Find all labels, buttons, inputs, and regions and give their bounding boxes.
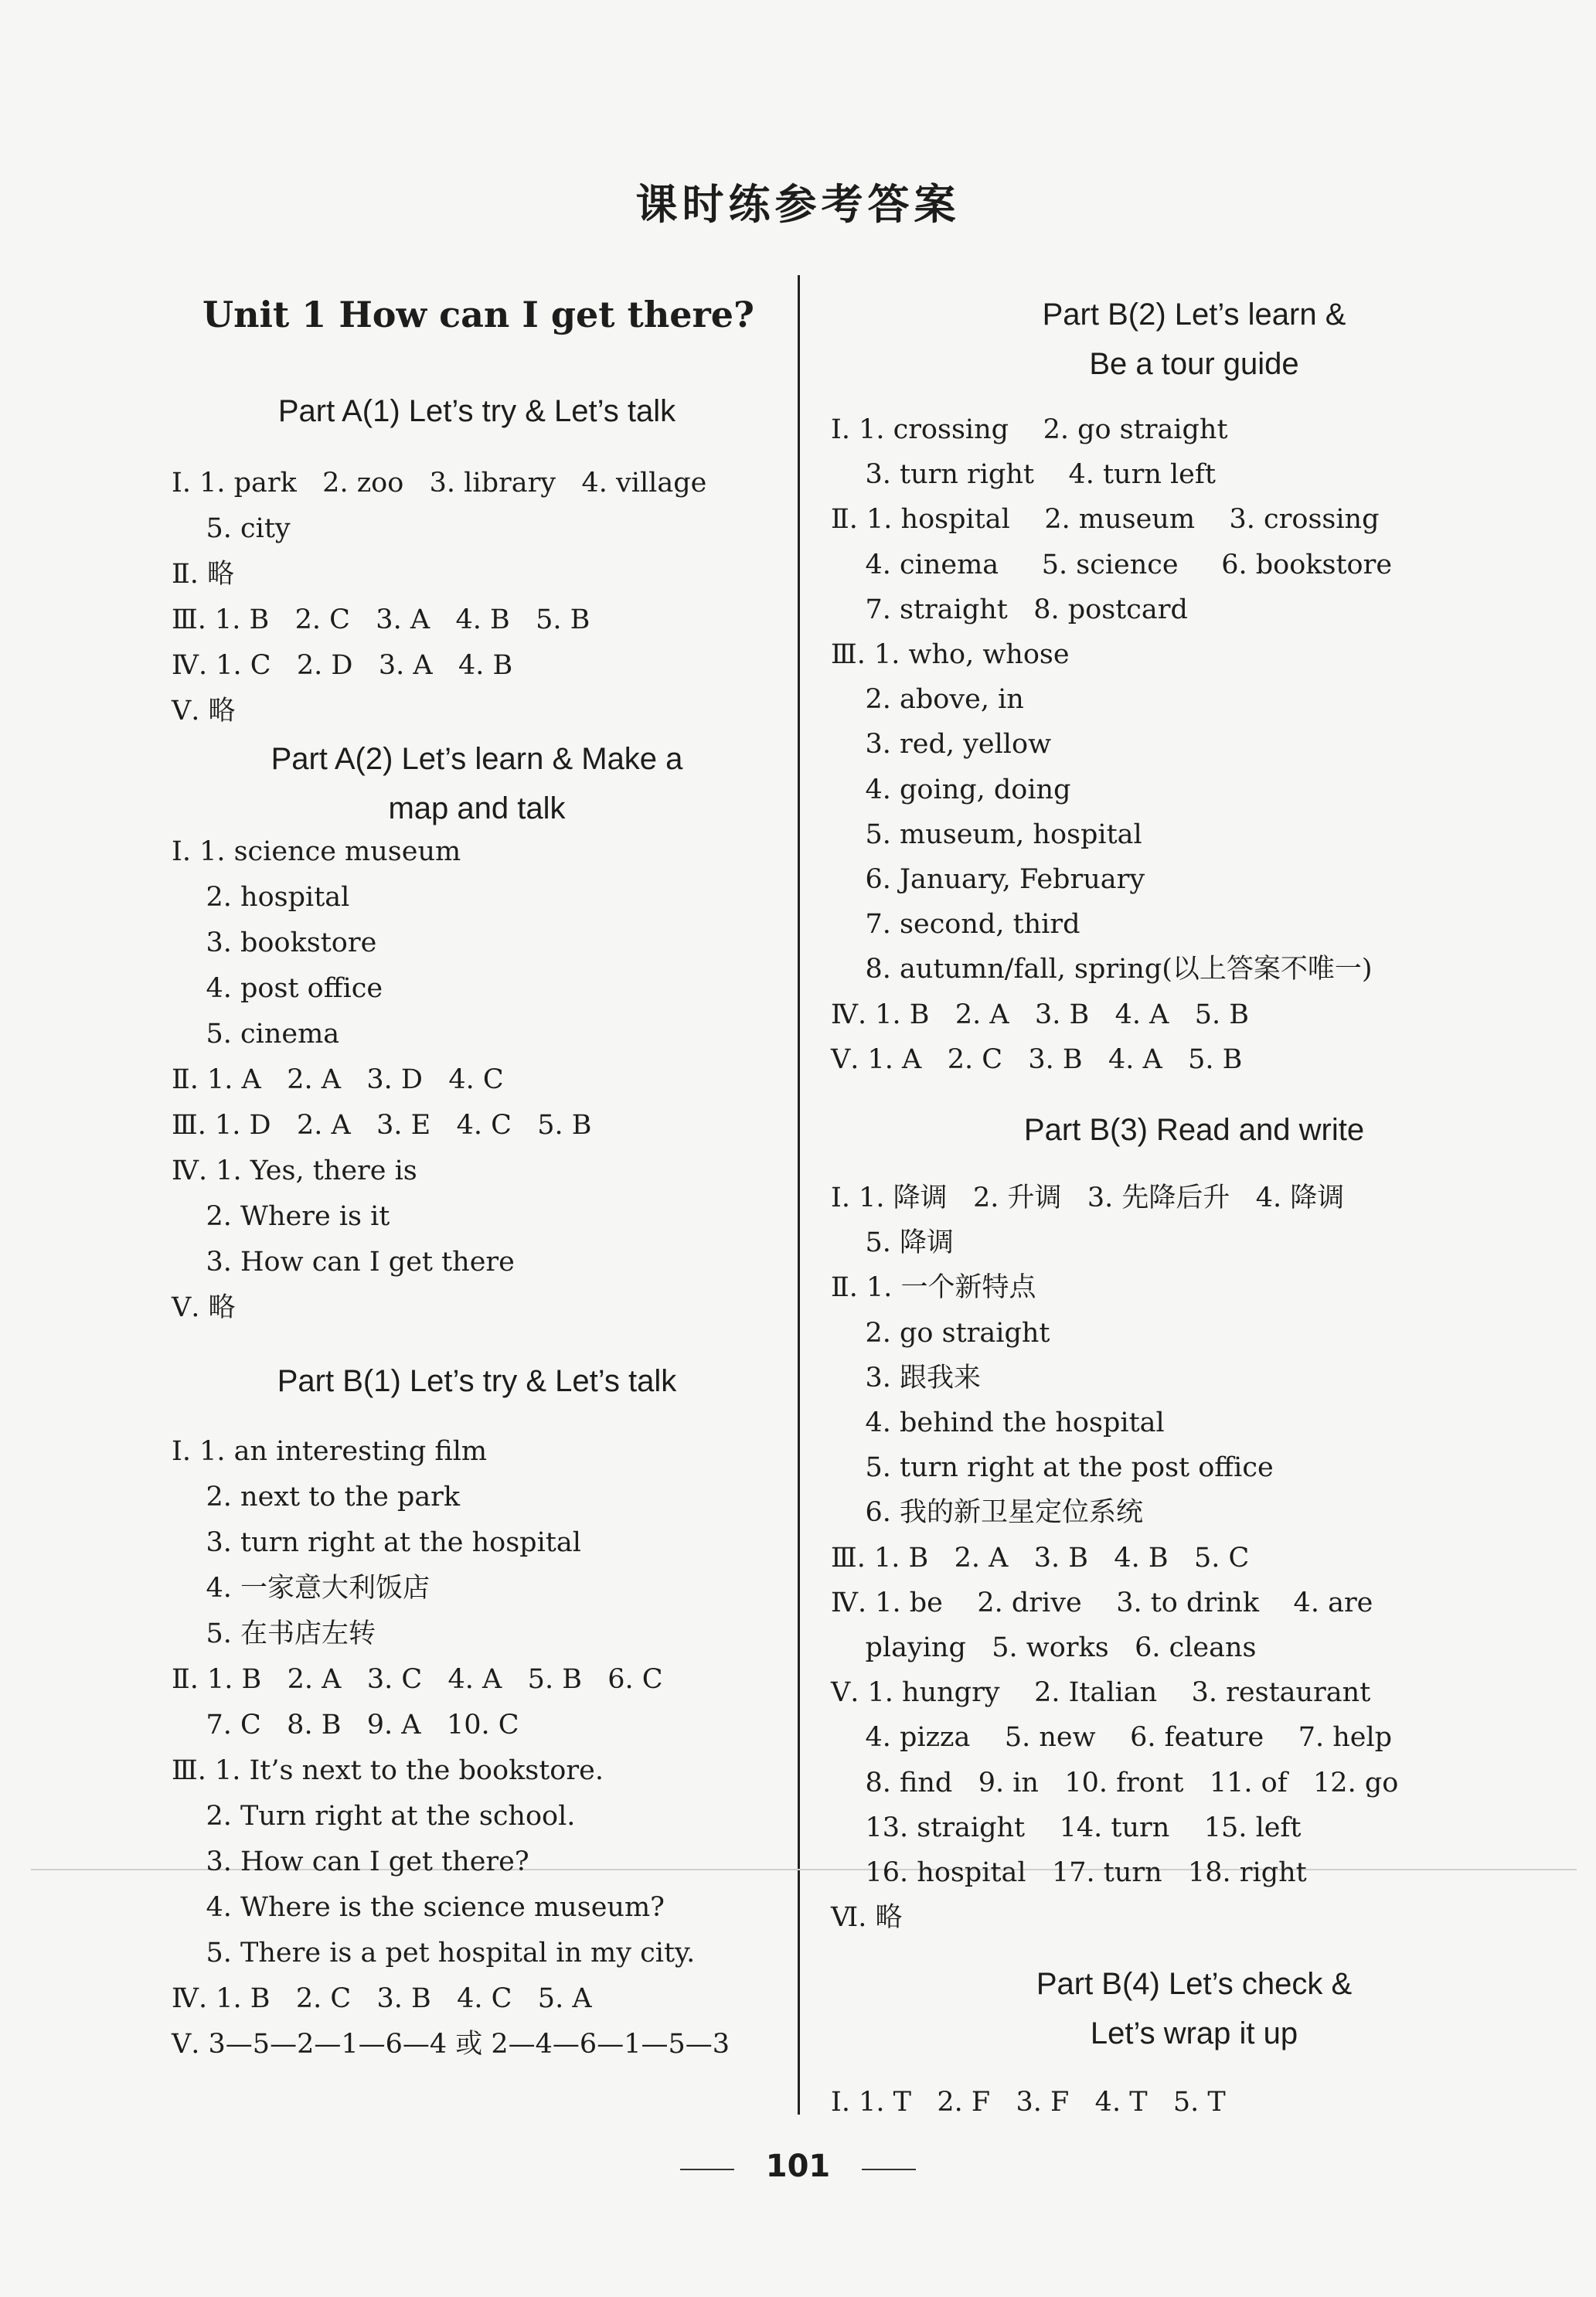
answer-line: 2. hospital [172, 882, 350, 913]
answer-line: 6. 我的新卫星定位系统 [831, 1497, 1144, 1529]
answer-line: Ⅲ. 1. who, whose [831, 639, 1070, 670]
answer-line: Ⅰ. 1. science museum [172, 836, 461, 867]
answer-line: 2. above, in [831, 684, 1024, 716]
answer-line: Ⅳ. 1. Yes, there is [172, 1155, 417, 1186]
answer-line: playing 5. works 6. cleans [831, 1632, 1257, 1663]
answer-line: Ⅱ. 1. B 2. A 3. C 4. A 5. B 6. C [172, 1664, 663, 1695]
unit-title: Unit 1 How can I get there? [202, 294, 754, 335]
answer-line: 7. C 8. B 9. A 10. C [172, 1710, 519, 1741]
answer-line: 6. January, February [831, 864, 1145, 895]
answer-line: Ⅳ. 1. B 2. C 3. B 4. C 5. A [172, 1983, 592, 2014]
answer-line: Ⅲ. 1. B 2. C 3. A 4. B 5. B [172, 604, 590, 635]
answer-line: Ⅰ. 1. 降调 2. 升调 3. 先降后升 4. 降调 [831, 1183, 1345, 1213]
column-divider [798, 275, 800, 2115]
answer-line: 4. cinema 5. science 6. bookstore [831, 549, 1393, 580]
answer-line: Ⅰ. 1. park 2. zoo 3. library 4. village [172, 468, 707, 499]
section-heading: Part B(4) Let’s check & [1036, 1967, 1353, 2001]
section-heading: Part B(2) Let’s learn & [1042, 298, 1346, 332]
answer-line: Ⅰ. 1. an interesting film [172, 1436, 488, 1467]
answer-line: 5. cinema [172, 1019, 340, 1050]
answer-line: 4. behind the hospital [831, 1407, 1165, 1438]
section-heading: map and talk [388, 791, 566, 825]
answer-line: 4. going, doing [831, 774, 1071, 805]
answer-line: 8. find 9. in 10. front 11. of 12. go [831, 1767, 1399, 1798]
section-heading: Part A(2) Let’s learn & Make a [271, 742, 683, 776]
page-title: 课时练参考答案 [635, 180, 961, 229]
answer-line: 5. There is a pet hospital in my city. [172, 1938, 696, 1969]
answer-line: Ⅲ. 1. B 2. A 3. B 4. B 5. C [831, 1542, 1250, 1574]
answer-line: 13. straight 14. turn 15. left [831, 1812, 1302, 1843]
answer-line: Ⅳ. 1. C 2. D 3. A 4. B [172, 650, 513, 681]
answer-line: 7. straight 8. postcard [831, 594, 1188, 625]
section-heading: Part B(3) Read and write [1023, 1113, 1365, 1147]
answer-line: Ⅱ. 1. 一个新特点 [831, 1272, 1036, 1304]
answer-line: Ⅱ. 1. A 2. A 3. D 4. C [172, 1064, 504, 1095]
answer-line: Ⅱ. 1. hospital 2. museum 3. crossing [831, 504, 1380, 536]
answer-line: 7. second, third [831, 909, 1080, 941]
answer-line: Ⅴ. 1. A 2. C 3. B 4. A 5. B [831, 1043, 1243, 1075]
page-number: 101 [765, 2149, 831, 2184]
section-heading: Be a tour guide [1089, 347, 1299, 381]
answer-line: Ⅴ. 略 [172, 1292, 236, 1323]
answer-line: 4. 一家意大利饭店 [172, 1573, 430, 1604]
answer-line: Ⅰ. 1. crossing 2. go straight [831, 414, 1228, 445]
answer-line: Ⅴ. 略 [172, 696, 236, 727]
answer-line: 5. 降调 [831, 1227, 955, 1259]
answer-line: 8. autumn/fall, spring(以上答案不唯一) [831, 954, 1373, 985]
answer-line: Ⅲ. 1. It’s next to the bookstore. [172, 1755, 604, 1786]
answer-line: 3. red, yellow [831, 729, 1052, 761]
answer-line: Ⅴ. 3—5—2—1—6—4 或 2—4—6—1—5—3 [172, 2029, 730, 2060]
section-heading: Let’s wrap it up [1090, 2016, 1298, 2050]
answer-line: 3. How can I get there? [172, 1846, 529, 1877]
answer-line: 3. bookstore [172, 927, 377, 958]
answer-line: 5. museum, hospital [831, 818, 1142, 850]
section-heading: Part B(1) Let’s try & Let’s talk [277, 1364, 677, 1398]
footer-dash-right [862, 2169, 916, 2170]
section-heading: Part A(1) Let’s try & Let’s talk [277, 394, 676, 428]
answer-line: 2. Where is it [172, 1201, 390, 1232]
answer-line: 3. 跟我来 [831, 1362, 982, 1394]
answer-line: Ⅵ. 略 [831, 1902, 903, 1934]
answer-line: 4. post office [172, 973, 383, 1004]
answer-line: 16. hospital 17. turn 18. right [831, 1857, 1307, 1888]
answer-line: Ⅱ. 略 [172, 559, 235, 590]
answer-line: 3. turn right 4. turn left [831, 459, 1216, 491]
answer-line: 2. next to the park [172, 1482, 461, 1513]
answer-line: Ⅳ. 1. B 2. A 3. B 4. A 5. B [831, 999, 1250, 1030]
answer-line: 4. pizza 5. new 6. feature 7. help [831, 1722, 1393, 1754]
answer-line: Ⅰ. 1. T 2. F 3. F 4. T 5. T [831, 2087, 1226, 2118]
answer-line: 3. How can I get there [172, 1247, 515, 1278]
answer-line: 3. turn right at the hospital [172, 1527, 581, 1558]
answer-line: 5. 在书店左转 [172, 1618, 376, 1649]
answer-line: Ⅳ. 1. be 2. drive 3. to drink 4. are [831, 1587, 1373, 1618]
answer-line: Ⅴ. 1. hungry 2. Italian 3. restaurant [831, 1677, 1371, 1709]
answer-line: 5. city [172, 513, 291, 544]
answer-line: 2. go straight [831, 1317, 1050, 1349]
answer-line: 5. turn right at the post office [831, 1452, 1274, 1484]
answer-line: Ⅲ. 1. D 2. A 3. E 4. C 5. B [172, 1110, 592, 1141]
answer-line: 2. Turn right at the school. [172, 1801, 576, 1832]
answer-line: 4. Where is the science museum? [172, 1892, 665, 1923]
